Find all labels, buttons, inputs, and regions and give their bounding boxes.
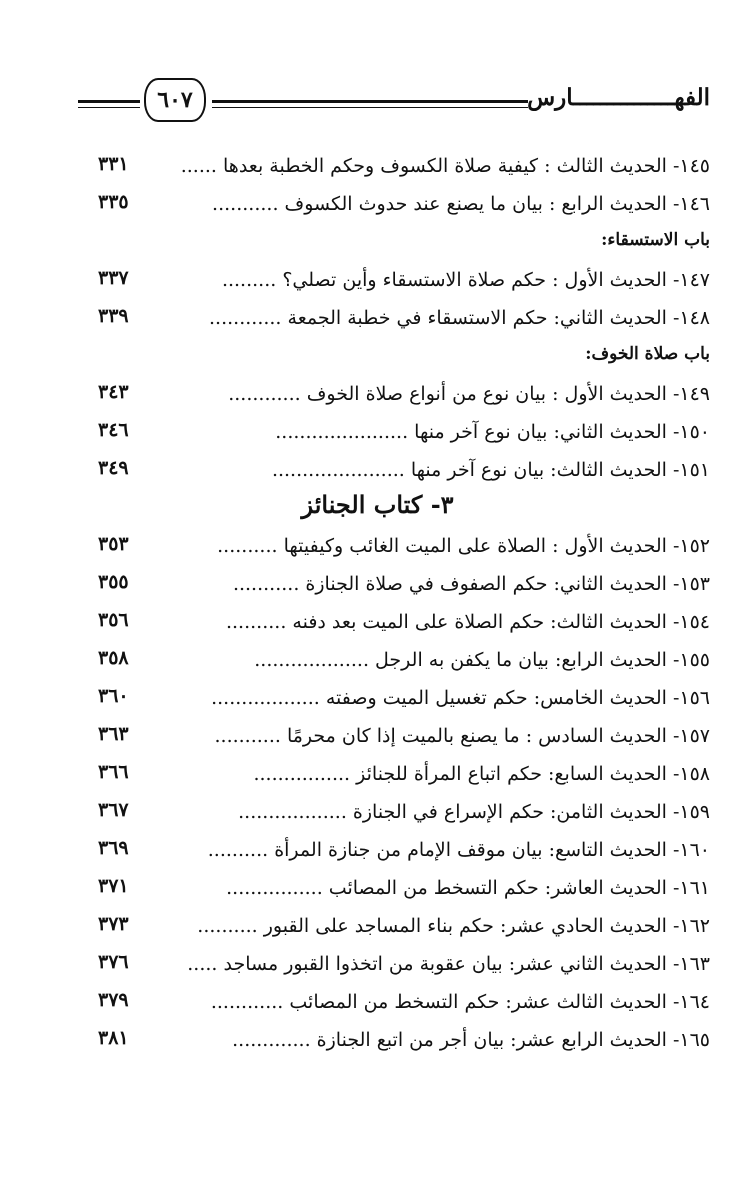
toc-page-number: ٣٣١	[98, 153, 129, 175]
toc-entry-title: ١٦٠- الحديث التاسع: بيان موقف الإمام من جنازة المرأة	[274, 839, 710, 861]
toc-entry-title: ١٥٧- الحديث السادس : ما يصنع بالميت إذا كان محرمًا	[286, 725, 710, 747]
toc-leader-dots: .............	[232, 1029, 311, 1051]
toc-page-number: ٣٥٨	[98, 647, 129, 669]
toc-entry	[80, 606, 710, 640]
toc-entry-title: ١٥١- الحديث الثالث: بيان نوع آخر منها	[410, 459, 710, 481]
toc-leader-dots: ............	[209, 307, 282, 329]
header-rule-thin-left	[78, 107, 140, 108]
toc-entry	[80, 834, 710, 868]
toc-entry-title: ١٦١- الحديث العاشر: حكم التسخط من المصائب	[328, 877, 710, 899]
toc-leader-dots: ......	[180, 155, 217, 177]
toc-page-number: ٣٣٩	[98, 305, 129, 327]
toc-leader-dots: ............	[228, 383, 301, 405]
toc-entry-title: ١٥٩- الحديث الثامن: حكم الإسراع في الجنازة	[352, 801, 710, 823]
toc-entry	[80, 302, 710, 336]
toc-page-number: ٣٥٦	[98, 609, 129, 631]
toc-page-number: ٣٧١	[98, 875, 129, 897]
toc-page-number: ٣٦٧	[98, 799, 129, 821]
toc-leader-dots: ................	[226, 877, 323, 899]
toc-entry-title: ١٥٢- الحديث الأول : الصلاة على الميت الغائب وكيفيتها	[283, 535, 710, 557]
toc-entry	[80, 1024, 710, 1058]
toc-entry	[80, 910, 710, 944]
toc-entry	[80, 416, 710, 450]
toc-entry	[80, 568, 710, 602]
toc-page-number: ٣٦٩	[98, 837, 129, 859]
toc-leader-dots: ..........	[207, 839, 269, 861]
toc-page-number: ٣٣٧	[98, 267, 129, 289]
toc-page-number: ٣٦٠	[98, 685, 129, 707]
toc-entry-title: ١٤٨- الحديث الثاني: حكم الاستسقاء في خطبة الجمعة	[287, 307, 710, 329]
toc-entry-title: ١٤٩- الحديث الأول : بيان نوع من أنواع صلاة الخوف	[306, 383, 710, 405]
toc-page-number: ٣٣٥	[98, 191, 129, 213]
toc-page-number: ٣٧٦	[98, 951, 129, 973]
toc-page-number: ٣٧٩	[98, 989, 129, 1011]
toc-leader-dots: ...........	[212, 193, 279, 215]
toc-leader-dots: ...........	[232, 573, 300, 595]
toc-page-number: ٣٥٥	[98, 571, 129, 593]
toc-entry	[80, 454, 710, 488]
toc-entry-title: ١٥٣- الحديث الثاني: حكم الصفوف في صلاة الجنازة	[305, 573, 710, 595]
toc-leader-dots: ..................	[238, 801, 347, 823]
toc-entry	[80, 682, 710, 716]
toc-entry-title: ١٦٥- الحديث الرابع عشر: بيان أجر من اتبع الجنازة	[316, 1029, 710, 1051]
toc-entry	[80, 264, 710, 298]
toc-entry-title: ١٥٦- الحديث الخامس: حكم تغسيل الميت وصفته	[325, 687, 710, 709]
toc-entry	[80, 530, 710, 564]
toc-leader-dots: .........	[221, 269, 277, 291]
chapter-title: ٣- كتاب الجنائز	[301, 490, 454, 519]
header-rule-thick	[212, 100, 528, 103]
toc-entry-title: ١٤٦- الحديث الرابع : بيان ما يصنع عند حدوث الكسوف	[284, 193, 710, 215]
toc-page-number: ٣٦٣	[98, 723, 129, 745]
toc-entry-title: ١٥٨- الحديث السابع: حكم اتباع المرأة للجنائز	[356, 763, 710, 785]
toc-entry-title: ١٥٥- الحديث الرابع: بيان ما يكفن به الرجل	[375, 649, 710, 671]
header-rule-thick-left	[78, 100, 140, 103]
toc-page-number: ٣٥٣	[98, 533, 129, 555]
header-rule-thin	[212, 107, 528, 108]
toc-page-number: ٣٤٣	[98, 381, 129, 403]
toc-leader-dots: ............	[210, 991, 284, 1013]
toc-page-number: ٣٧٣	[98, 913, 129, 935]
toc-entry	[80, 720, 710, 754]
toc-entry-title: ١٦٣- الحديث الثاني عشر: بيان عقوبة من اتخذوا القبور مساجد	[223, 953, 710, 975]
toc-entry	[80, 644, 710, 678]
toc-leader-dots: ..................	[211, 687, 320, 709]
toc-leader-dots: ......................	[271, 459, 405, 481]
toc-leader-dots: ..........	[217, 535, 278, 557]
toc-entry-title: ١٤٧- الحديث الأول : حكم صلاة الاستسقاء وأين تصلي؟	[282, 269, 710, 291]
header-title: الفهـــــــــــــــارس	[527, 84, 710, 111]
toc-page-number: ٣٤٩	[98, 457, 129, 479]
toc-leader-dots: ......................	[275, 421, 409, 443]
page-header	[70, 70, 710, 130]
toc-leader-dots: ...................	[254, 649, 369, 671]
toc-entry-title: ١٤٥- الحديث الثالث : كيفية صلاة الكسوف وحكم الخطبة بعدها	[223, 155, 710, 177]
toc-leader-dots: ...........	[214, 725, 281, 747]
toc-leader-dots: .....	[187, 953, 218, 975]
toc-entry	[80, 796, 710, 830]
toc-page-number: ٣٦٦	[98, 761, 129, 783]
section-heading-khawf: باب صلاة الخوف:	[585, 344, 710, 364]
toc-entry	[80, 948, 710, 982]
toc-entry	[80, 758, 710, 792]
toc-entry	[80, 378, 710, 412]
toc-entry-title: ١٦٢- الحديث الحادي عشر: حكم بناء المساجد على القبور	[263, 915, 710, 937]
toc-entry	[80, 150, 710, 184]
toc-page-number: ٣٤٦	[98, 419, 129, 441]
toc-entry	[80, 188, 710, 222]
toc-entry	[80, 986, 710, 1020]
toc-leader-dots: ..........	[197, 915, 258, 937]
toc-page-number: ٣٨١	[98, 1027, 129, 1049]
toc-leader-dots: ..........	[225, 611, 287, 633]
toc-entry-title: ١٥٤- الحديث الثالث: حكم الصلاة على الميت بعد دفنه	[292, 611, 710, 633]
toc-entry-title: ١٦٤- الحديث الثالث عشر: حكم التسخط من المصائب	[289, 991, 710, 1013]
toc-entry-title: ١٥٠- الحديث الثاني: بيان نوع آخر منها	[414, 421, 710, 443]
section-heading-istisqa: باب الاستسقاء:	[601, 230, 710, 250]
toc-leader-dots: ................	[253, 763, 351, 785]
page-number: ٦٠٧	[144, 78, 206, 122]
toc-entry	[80, 872, 710, 906]
